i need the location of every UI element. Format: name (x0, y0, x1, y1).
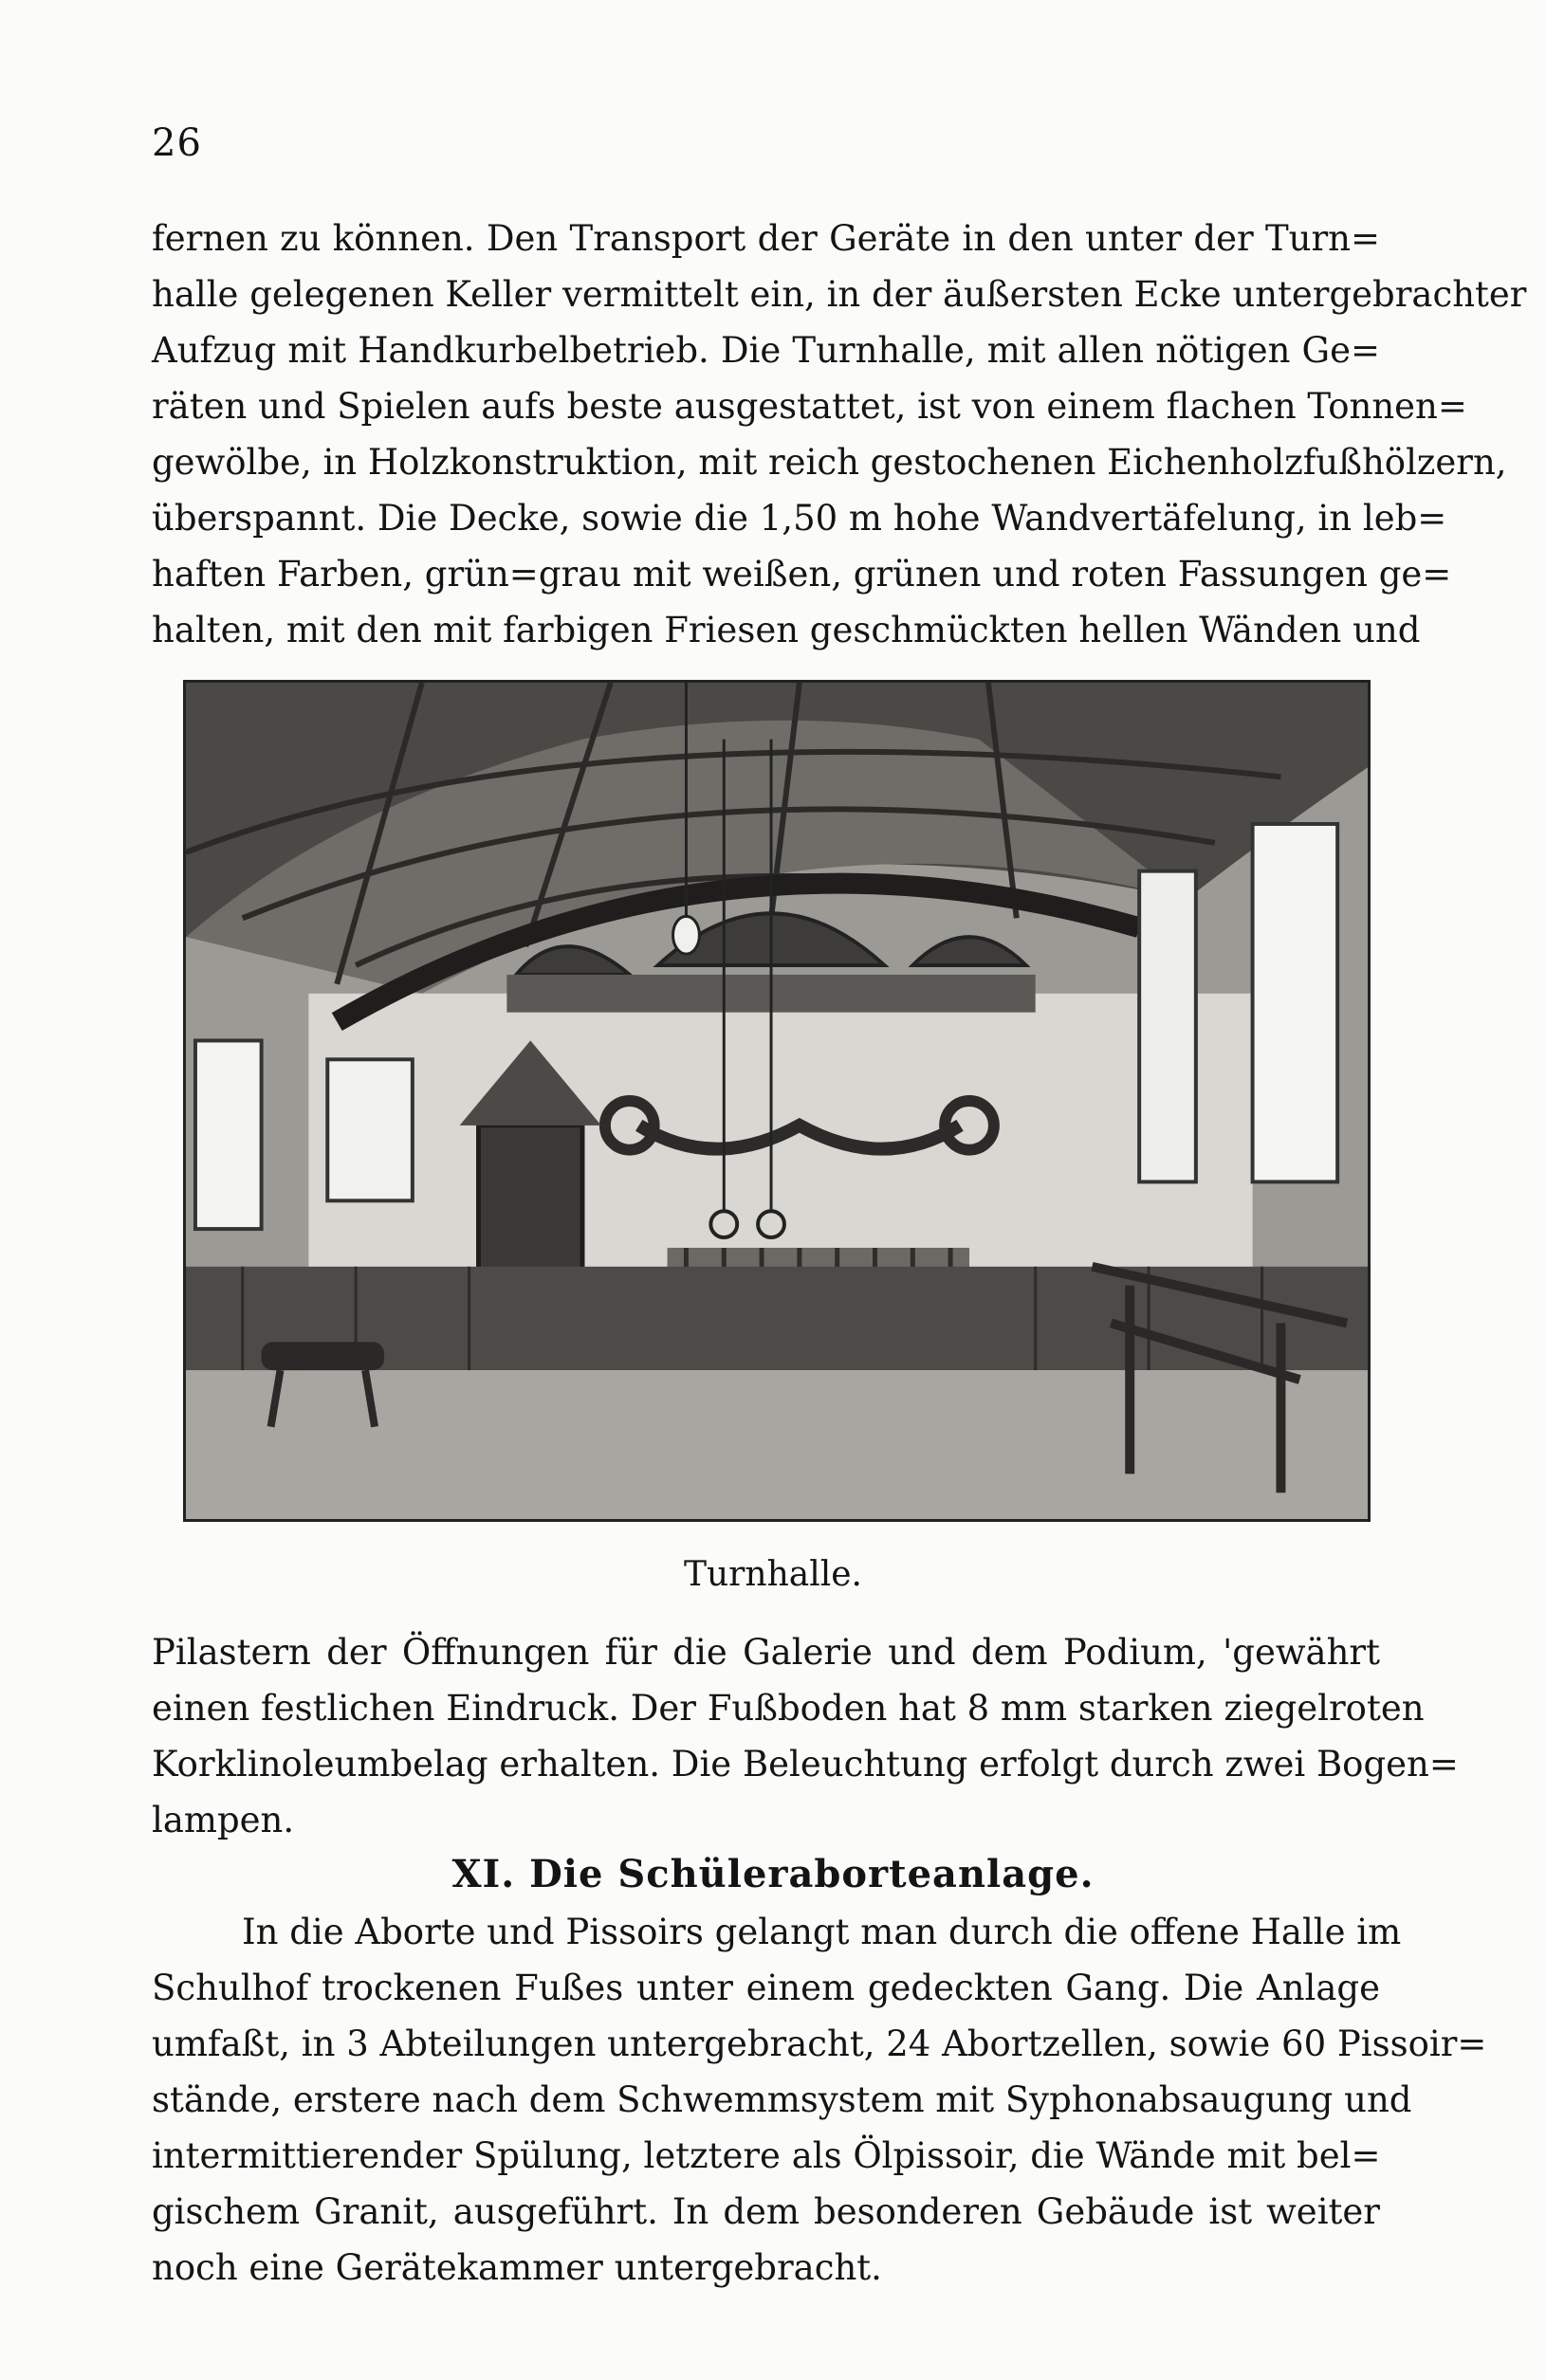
page-number: 26 (152, 121, 202, 165)
text-line: noch eine Gerätekammer untergebracht. (152, 2247, 882, 2288)
text-line: gewölbe, in Holzkonstruktion, mit reich gestochenen Eichenholzfußhölzern, (152, 442, 1507, 483)
text-line: Aufzug mit Handkurbelbetrieb. Die Turnhalle, mit allen nötigen Ge= (152, 330, 1380, 371)
text-line: Korklinoleumbelag erhalten. Die Beleuchtung erfolgt durch zwei Bogen= (152, 1744, 1459, 1785)
text-line: Pilastern der Öffnungen für die Galerie und dem Podium, 'gewährt (152, 1632, 1380, 1673)
section-heading: XI. Die Schüleraborteanlage. (451, 1852, 1095, 1896)
text-line: gischem Granit, ausgeführt. In dem besonderen Gebäude ist weiter (152, 2191, 1380, 2232)
gymnasium-photo-illustration (186, 683, 1368, 1519)
text-line: räten und Spielen aufs beste ausgestattet, ist von einem flachen Tonnen= (152, 386, 1467, 427)
text-line: überspannt. Die Decke, sowie die 1,50 m hohe Wandvertäfelung, in leb= (152, 498, 1447, 539)
text-line: halten, mit den mit farbigen Friesen geschmückten hellen Wänden und (152, 610, 1421, 650)
text-line: einen festlichen Eindruck. Der Fußboden hat 8 mm starken ziegelroten (152, 1688, 1425, 1729)
text-line: haften Farben, grün=grau mit weißen, grünen und roten Fassungen ge= (152, 554, 1452, 595)
figure-caption: Turnhalle. (683, 1555, 862, 1594)
text-line: umfaßt, in 3 Abteilungen untergebracht, 24 Abortzellen, sowie 60 Pissoir= (152, 2023, 1487, 2064)
paragraph-gymnasium-continued (152, 1624, 1459, 1848)
text-line: stände, erstere nach dem Schwemmsystem mit Syphonabsaugung und (152, 2079, 1412, 2120)
text-line: lampen. (152, 1800, 295, 1840)
gymnasium-photograph (183, 680, 1371, 1522)
text-line: halle gelegenen Keller vermittelt ein, in der äußersten Ecke untergebrachter (152, 274, 1527, 315)
text-line: In die Aborte und Pissoirs gelangt man durch die offene Halle im (242, 1912, 1402, 1952)
text-line: Schulhof trockenen Fußes unter einem gedeckten Gang. Die Anlage (152, 1968, 1380, 2008)
text-line: intermittierender Spülung, letztere als Ölpissoir, die Wände mit bel= (152, 2135, 1381, 2176)
text-line: fernen zu können. Den Transport der Geräte in den unter der Turn= (152, 218, 1380, 259)
paragraph-toilet-facilities (152, 1904, 1487, 2296)
paragraph-gymnasium-description (152, 211, 1527, 658)
